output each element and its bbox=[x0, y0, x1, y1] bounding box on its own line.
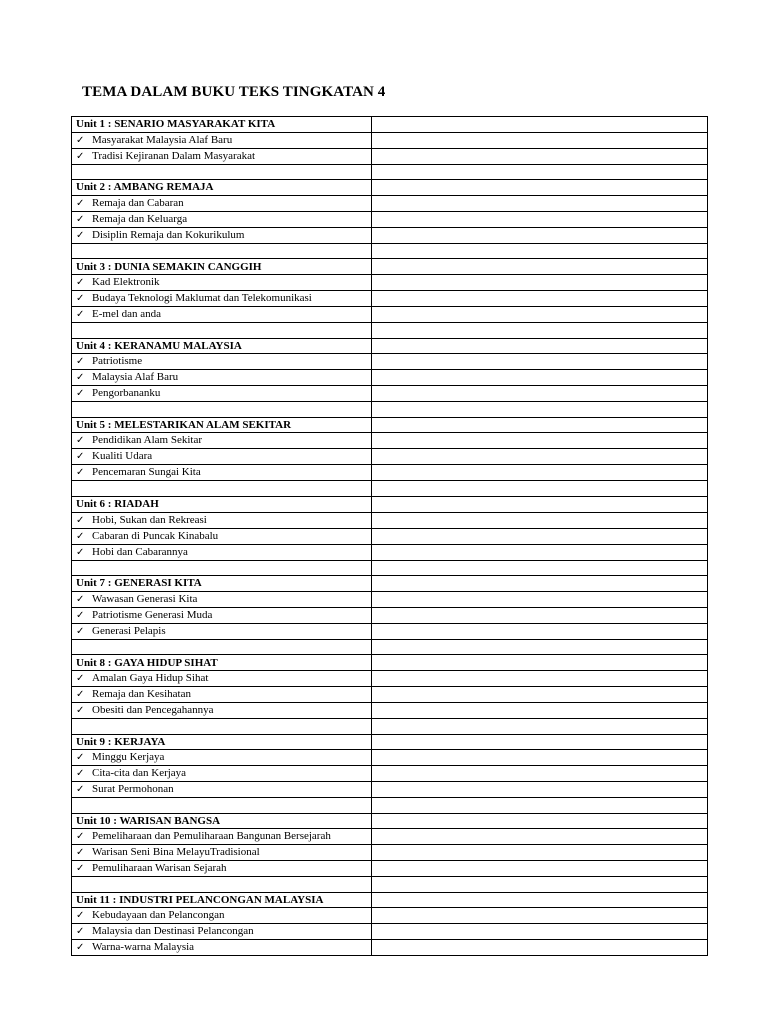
topic-row bbox=[72, 132, 708, 148]
empty-cell bbox=[372, 528, 708, 544]
topic-row bbox=[72, 544, 708, 560]
unit-heading: Unit 6 : RIADAH bbox=[72, 496, 372, 512]
empty-cell bbox=[372, 417, 708, 433]
empty-cell bbox=[372, 180, 708, 196]
check-mark-icon: ✓ bbox=[76, 688, 85, 700]
check-mark-icon: ✓ bbox=[76, 308, 85, 320]
empty-cell bbox=[72, 322, 372, 338]
unit-heading-row bbox=[72, 417, 708, 433]
topic-cell bbox=[72, 227, 372, 243]
topic-row bbox=[72, 940, 708, 956]
topic-cell bbox=[72, 845, 372, 861]
empty-cell bbox=[372, 481, 708, 497]
empty-cell bbox=[372, 702, 708, 718]
check-mark-icon: ✓ bbox=[76, 609, 85, 621]
topic-row bbox=[72, 829, 708, 845]
empty-cell bbox=[372, 560, 708, 576]
empty-cell bbox=[372, 465, 708, 481]
empty-cell bbox=[372, 655, 708, 671]
topic-text: Obesiti dan Pencegahannya bbox=[92, 703, 214, 716]
empty-cell bbox=[372, 370, 708, 386]
unit-heading: Unit 10 : WARISAN BANGSA bbox=[72, 813, 372, 829]
topic-text: Minggu Kerjaya bbox=[92, 751, 165, 764]
topic-text: Kebudayaan dan Pelancongan bbox=[92, 909, 225, 922]
topic-row bbox=[72, 607, 708, 623]
topic-cell bbox=[72, 528, 372, 544]
empty-cell bbox=[372, 845, 708, 861]
empty-cell bbox=[372, 861, 708, 877]
empty-cell bbox=[372, 892, 708, 908]
empty-cell bbox=[372, 338, 708, 354]
empty-cell bbox=[372, 734, 708, 750]
unit-heading-row bbox=[72, 180, 708, 196]
topic-text: Warisan Seni Bina MelayuTradisional bbox=[92, 846, 260, 859]
topic-row bbox=[72, 195, 708, 211]
empty-cell bbox=[372, 512, 708, 528]
topic-text: Surat Permohonan bbox=[92, 783, 174, 796]
empty-cell bbox=[372, 211, 708, 227]
unit-heading-row bbox=[72, 655, 708, 671]
check-mark-icon: ✓ bbox=[76, 276, 85, 288]
topic-row bbox=[72, 591, 708, 607]
empty-cell bbox=[372, 670, 708, 686]
topic-cell bbox=[72, 354, 372, 370]
check-mark-icon: ✓ bbox=[76, 197, 85, 209]
empty-cell bbox=[372, 576, 708, 592]
empty-cell bbox=[372, 940, 708, 956]
topic-text: Cabaran di Puncak Kinabalu bbox=[92, 529, 219, 542]
unit-heading: Unit 7 : GENERASI KITA bbox=[72, 576, 372, 592]
topic-cell bbox=[72, 195, 372, 211]
check-mark-icon: ✓ bbox=[76, 672, 85, 684]
unit-heading-row bbox=[72, 813, 708, 829]
topic-cell bbox=[72, 861, 372, 877]
empty-cell bbox=[372, 829, 708, 845]
topic-cell bbox=[72, 782, 372, 798]
topic-cell bbox=[72, 623, 372, 639]
topic-cell bbox=[72, 750, 372, 766]
check-mark-icon: ✓ bbox=[76, 388, 85, 400]
topic-cell bbox=[72, 449, 372, 465]
topic-row bbox=[72, 623, 708, 639]
topic-cell bbox=[72, 370, 372, 386]
topic-text: Disiplin Remaja dan Kokurikulum bbox=[92, 228, 245, 241]
unit-heading: Unit 4 : KERANAMU MALAYSIA bbox=[72, 338, 372, 354]
topic-text: Pemuliharaan Warisan Sejarah bbox=[92, 862, 227, 875]
check-mark-icon: ✓ bbox=[76, 942, 85, 954]
topic-cell bbox=[72, 386, 372, 402]
empty-cell bbox=[72, 560, 372, 576]
unit-heading: Unit 5 : MELESTARIKAN ALAM SEKITAR bbox=[72, 417, 372, 433]
topic-cell bbox=[72, 607, 372, 623]
topic-text: Cita-cita dan Kerjaya bbox=[92, 767, 187, 780]
topic-row bbox=[72, 670, 708, 686]
topic-cell bbox=[72, 924, 372, 940]
topic-cell bbox=[72, 670, 372, 686]
topic-cell bbox=[72, 544, 372, 560]
topic-cell bbox=[72, 686, 372, 702]
topic-text: Remaja dan Kesihatan bbox=[92, 687, 191, 700]
empty-cell bbox=[372, 639, 708, 655]
topic-cell bbox=[72, 829, 372, 845]
empty-cell bbox=[372, 402, 708, 418]
topic-row bbox=[72, 512, 708, 528]
empty-cell bbox=[372, 117, 708, 133]
topic-text: Budaya Teknologi Maklumat dan Telekomunikasi bbox=[92, 291, 312, 304]
empty-cell bbox=[372, 132, 708, 148]
topic-text: Malaysia Alaf Baru bbox=[92, 371, 179, 384]
topic-text: Patriotisme bbox=[92, 355, 143, 368]
topic-row bbox=[72, 227, 708, 243]
empty-cell bbox=[372, 306, 708, 322]
unit-heading: Unit 11 : INDUSTRI PELANCONGAN MALAYSIA bbox=[72, 892, 372, 908]
topic-row bbox=[72, 274, 708, 290]
empty-cell bbox=[372, 243, 708, 259]
topic-row bbox=[72, 386, 708, 402]
spacer-row bbox=[72, 481, 708, 497]
topic-row bbox=[72, 766, 708, 782]
empty-cell bbox=[72, 877, 372, 893]
spacer-row bbox=[72, 639, 708, 655]
check-mark-icon: ✓ bbox=[76, 213, 85, 225]
unit-heading-row bbox=[72, 259, 708, 275]
topic-row bbox=[72, 433, 708, 449]
topic-text: Pengorbananku bbox=[92, 387, 161, 400]
topic-cell bbox=[72, 211, 372, 227]
topic-text: Pendidikan Alam Sekitar bbox=[92, 434, 202, 447]
spacer-row bbox=[72, 322, 708, 338]
empty-cell bbox=[372, 591, 708, 607]
check-mark-icon: ✓ bbox=[76, 847, 85, 859]
topic-row bbox=[72, 370, 708, 386]
empty-cell bbox=[372, 908, 708, 924]
check-mark-icon: ✓ bbox=[76, 546, 85, 558]
topic-cell bbox=[72, 274, 372, 290]
topic-text: Masyarakat Malaysia Alaf Baru bbox=[92, 133, 233, 146]
topic-cell bbox=[72, 306, 372, 322]
empty-cell bbox=[72, 402, 372, 418]
empty-cell bbox=[372, 164, 708, 180]
topic-row bbox=[72, 861, 708, 877]
spacer-row bbox=[72, 877, 708, 893]
empty-cell bbox=[372, 544, 708, 560]
empty-cell bbox=[372, 148, 708, 164]
empty-cell bbox=[372, 195, 708, 211]
empty-cell bbox=[372, 386, 708, 402]
topic-text: Remaja dan Cabaran bbox=[92, 196, 184, 209]
check-mark-icon: ✓ bbox=[76, 134, 85, 146]
check-mark-icon: ✓ bbox=[76, 752, 85, 764]
topic-text: Pencemaran Sungai Kita bbox=[92, 466, 201, 479]
spacer-row bbox=[72, 718, 708, 734]
topic-row bbox=[72, 211, 708, 227]
check-mark-icon: ✓ bbox=[76, 926, 85, 938]
topic-cell bbox=[72, 766, 372, 782]
topic-text: E-mel dan anda bbox=[92, 307, 162, 320]
check-mark-icon: ✓ bbox=[76, 831, 85, 843]
empty-cell bbox=[72, 718, 372, 734]
topic-text: Hobi dan Cabarannya bbox=[92, 545, 188, 558]
topic-row bbox=[72, 686, 708, 702]
unit-heading: Unit 3 : DUNIA SEMAKIN CANGGIH bbox=[72, 259, 372, 275]
page-title: TEMA DALAM BUKU TEKS TINGKATAN 4 bbox=[82, 84, 386, 100]
unit-heading-row bbox=[72, 734, 708, 750]
empty-cell bbox=[72, 798, 372, 814]
empty-cell bbox=[372, 718, 708, 734]
topic-text: Amalan Gaya Hidup Sihat bbox=[92, 671, 209, 684]
check-mark-icon: ✓ bbox=[76, 356, 85, 368]
check-mark-icon: ✓ bbox=[76, 768, 85, 780]
unit-heading: Unit 9 : KERJAYA bbox=[72, 734, 372, 750]
empty-cell bbox=[372, 433, 708, 449]
check-mark-icon: ✓ bbox=[76, 910, 85, 922]
empty-cell bbox=[372, 813, 708, 829]
topic-cell bbox=[72, 132, 372, 148]
spacer-row bbox=[72, 798, 708, 814]
spacer-row bbox=[72, 560, 708, 576]
empty-cell bbox=[372, 354, 708, 370]
unit-heading-row bbox=[72, 117, 708, 133]
empty-cell bbox=[372, 449, 708, 465]
topic-cell bbox=[72, 512, 372, 528]
empty-cell bbox=[372, 924, 708, 940]
check-mark-icon: ✓ bbox=[76, 625, 85, 637]
topic-row bbox=[72, 702, 708, 718]
unit-heading: Unit 2 : AMBANG REMAJA bbox=[72, 180, 372, 196]
empty-cell bbox=[72, 243, 372, 259]
themes-table bbox=[71, 116, 708, 956]
check-mark-icon: ✓ bbox=[76, 435, 85, 447]
empty-cell bbox=[372, 877, 708, 893]
unit-heading-row bbox=[72, 338, 708, 354]
topic-text: Warna-warna Malaysia bbox=[92, 941, 195, 954]
topic-text: Tradisi Kejiranan Dalam Masyarakat bbox=[92, 149, 256, 162]
check-mark-icon: ✓ bbox=[76, 229, 85, 241]
unit-heading-row bbox=[72, 892, 708, 908]
topic-text: Hobi, Sukan dan Rekreasi bbox=[92, 513, 207, 526]
empty-cell bbox=[372, 259, 708, 275]
empty-cell bbox=[372, 227, 708, 243]
check-mark-icon: ✓ bbox=[76, 704, 85, 716]
topic-cell bbox=[72, 591, 372, 607]
unit-heading: Unit 1 : SENARIO MASYARAKAT KITA bbox=[72, 117, 372, 133]
topic-text: Generasi Pelapis bbox=[92, 624, 166, 637]
empty-cell bbox=[372, 322, 708, 338]
check-mark-icon: ✓ bbox=[76, 372, 85, 384]
check-mark-icon: ✓ bbox=[76, 451, 85, 463]
spacer-row bbox=[72, 402, 708, 418]
check-mark-icon: ✓ bbox=[76, 530, 85, 542]
empty-cell bbox=[72, 481, 372, 497]
topic-text: Wawasan Generasi Kita bbox=[92, 592, 198, 605]
empty-cell bbox=[372, 607, 708, 623]
topic-cell bbox=[72, 433, 372, 449]
topic-row bbox=[72, 782, 708, 798]
topic-text: Kad Elektronik bbox=[92, 275, 160, 288]
empty-cell bbox=[372, 766, 708, 782]
topic-text: Pemeliharaan dan Pemuliharaan Bangunan Bersejarah bbox=[92, 830, 331, 843]
empty-cell bbox=[372, 290, 708, 306]
topic-row bbox=[72, 354, 708, 370]
empty-cell bbox=[372, 798, 708, 814]
check-mark-icon: ✓ bbox=[76, 863, 85, 875]
empty-cell bbox=[372, 750, 708, 766]
check-mark-icon: ✓ bbox=[76, 514, 85, 526]
topic-row bbox=[72, 924, 708, 940]
spacer-row bbox=[72, 243, 708, 259]
empty-cell bbox=[372, 274, 708, 290]
topic-text: Remaja dan Keluarga bbox=[92, 212, 188, 225]
topic-row bbox=[72, 148, 708, 164]
unit-heading-row bbox=[72, 496, 708, 512]
topic-row bbox=[72, 465, 708, 481]
empty-cell bbox=[72, 639, 372, 655]
topic-cell bbox=[72, 908, 372, 924]
themes-table-body bbox=[72, 117, 708, 956]
empty-cell bbox=[72, 164, 372, 180]
topic-row bbox=[72, 306, 708, 322]
topic-cell bbox=[72, 702, 372, 718]
check-mark-icon: ✓ bbox=[76, 150, 85, 162]
empty-cell bbox=[372, 782, 708, 798]
topic-text: Kualiti Udara bbox=[92, 450, 153, 463]
topic-row bbox=[72, 750, 708, 766]
topic-cell bbox=[72, 465, 372, 481]
topic-row bbox=[72, 528, 708, 544]
empty-cell bbox=[372, 623, 708, 639]
topic-text: Malaysia dan Destinasi Pelancongan bbox=[92, 925, 254, 938]
topic-row bbox=[72, 449, 708, 465]
check-mark-icon: ✓ bbox=[76, 593, 85, 605]
unit-heading-row bbox=[72, 576, 708, 592]
topic-cell bbox=[72, 148, 372, 164]
empty-cell bbox=[372, 496, 708, 512]
topic-cell bbox=[72, 290, 372, 306]
empty-cell bbox=[372, 686, 708, 702]
unit-heading: Unit 8 : GAYA HIDUP SIHAT bbox=[72, 655, 372, 671]
topic-cell bbox=[72, 940, 372, 956]
topic-row bbox=[72, 908, 708, 924]
check-mark-icon: ✓ bbox=[76, 784, 85, 796]
check-mark-icon: ✓ bbox=[76, 292, 85, 304]
spacer-row bbox=[72, 164, 708, 180]
check-mark-icon: ✓ bbox=[76, 467, 85, 479]
topic-row bbox=[72, 845, 708, 861]
topic-text: Patriotisme Generasi Muda bbox=[92, 608, 213, 621]
topic-row bbox=[72, 290, 708, 306]
